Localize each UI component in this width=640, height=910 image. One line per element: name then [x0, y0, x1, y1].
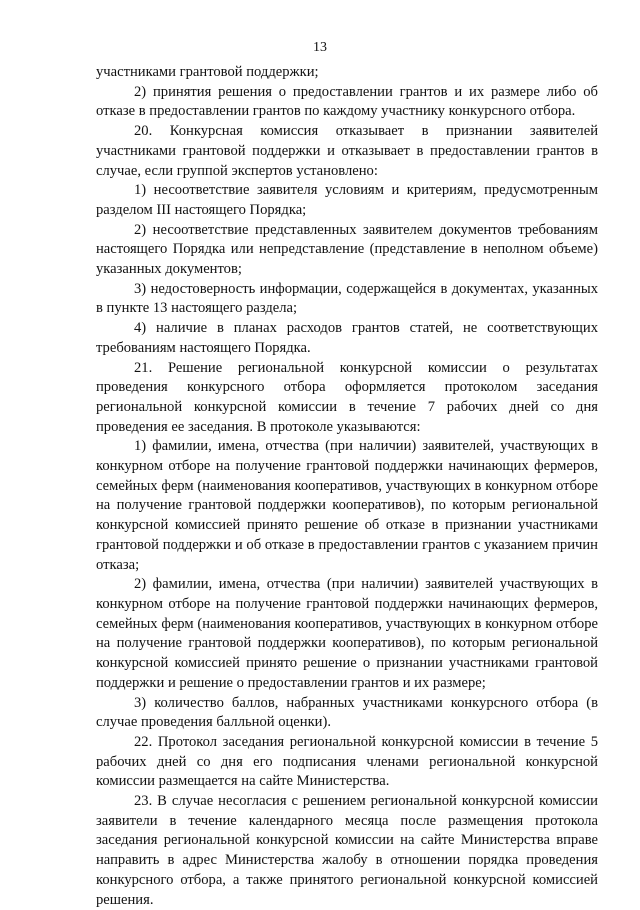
paragraph-21-item-3: 3) количество баллов, набранных участниками конкурсного отбора (в случае проведения балльной оценки).	[96, 694, 598, 731]
paragraph-20-item-2: 2) несоответствие представленных заявителем документов требованиям настоящего Порядка или непредставление (представление в неполном объеме) указанных документов;	[96, 221, 598, 278]
paragraph-21-item-2: 2) фамилии, имена, отчества (при наличии) заявителей участвующих в конкурном отборе на получение грантовой поддержки начинающих фермеров, семейных ферм (наименования кооперативов, участвующих в конкурном отборе на получение грантовой поддержки кооперативов), по которым региональной конкурсной комиссией принято решение о признании участниками грантовой поддержки и решение о предоставлении грантов и их размере;	[96, 576, 598, 691]
page-number: 13	[313, 40, 327, 55]
paragraph-20-item-4: 4) наличие в планах расходов грантов статей, не соответствующих требованиям настоящего Порядка.	[96, 320, 598, 356]
paragraph-21-item-1: 1) фамилии, имена, отчества (при наличии) заявителей, участвующих в конкурном отборе на получение грантовой поддержки начинающих фермеров, семейных ферм (наименования кооперативов, участвующих в конкурном отборе на получение грантовой поддержки кооперативов), по которым региональной конкурсной комиссией принято решение об отказе в признании участниками грантовой поддержки и об отказе в предоставлении грантов с указанием причин отказа;	[96, 438, 598, 573]
document-body	[96, 63, 598, 910]
paragraph-21: 21. Решение региональной конкурсной комиссии о результатах проведения конкурсного отбора оформляется протоколом заседания региональной конкурсной комиссии в течение 7 рабочих дней со дня проведения ее заседания. В протоколе указываются:	[96, 359, 598, 435]
paragraph-22: 22. Протокол заседания региональной конкурсной комиссии в течение 5 рабочих дней со дня его подписания членами региональной конкурсной комиссии размещается на сайте Министерства.	[96, 733, 598, 790]
paragraph-item-2-decision: 2) принятия решения о предоставлении грантов и их размере либо об отказе в предоставлении грантов по каждому участнику конкурсного отбора.	[96, 83, 598, 120]
paragraph-20: 20. Конкурсная комиссия отказывает в признании заявителей участниками грантовой поддержки и отказывает в предоставлении грантов в случае, если группой экспертов установлено:	[96, 123, 598, 179]
paragraph-20-item-1: 1) несоответствие заявителя условиям и критериям, предусмотренным разделом III настоящего Порядка;	[96, 182, 598, 218]
paragraph-23: 23. В случае несогласия с решением региональной конкурсной комиссии заявители в течение календарного месяца после размещения протокола заседания региональной конкурсной комиссии на сайте Министерства вправе направить в адрес Министерства жалобу в отношении порядка проведения конкурсного отбора, а также принятого региональной конкурсной комиссией решения.	[96, 793, 598, 908]
paragraph-20-item-3: 3) недостоверность информации, содержащейся в документах, указанных в пункте 13 настоящего раздела;	[96, 280, 598, 317]
paragraph-continuation: участниками грантовой поддержки;	[96, 64, 319, 80]
